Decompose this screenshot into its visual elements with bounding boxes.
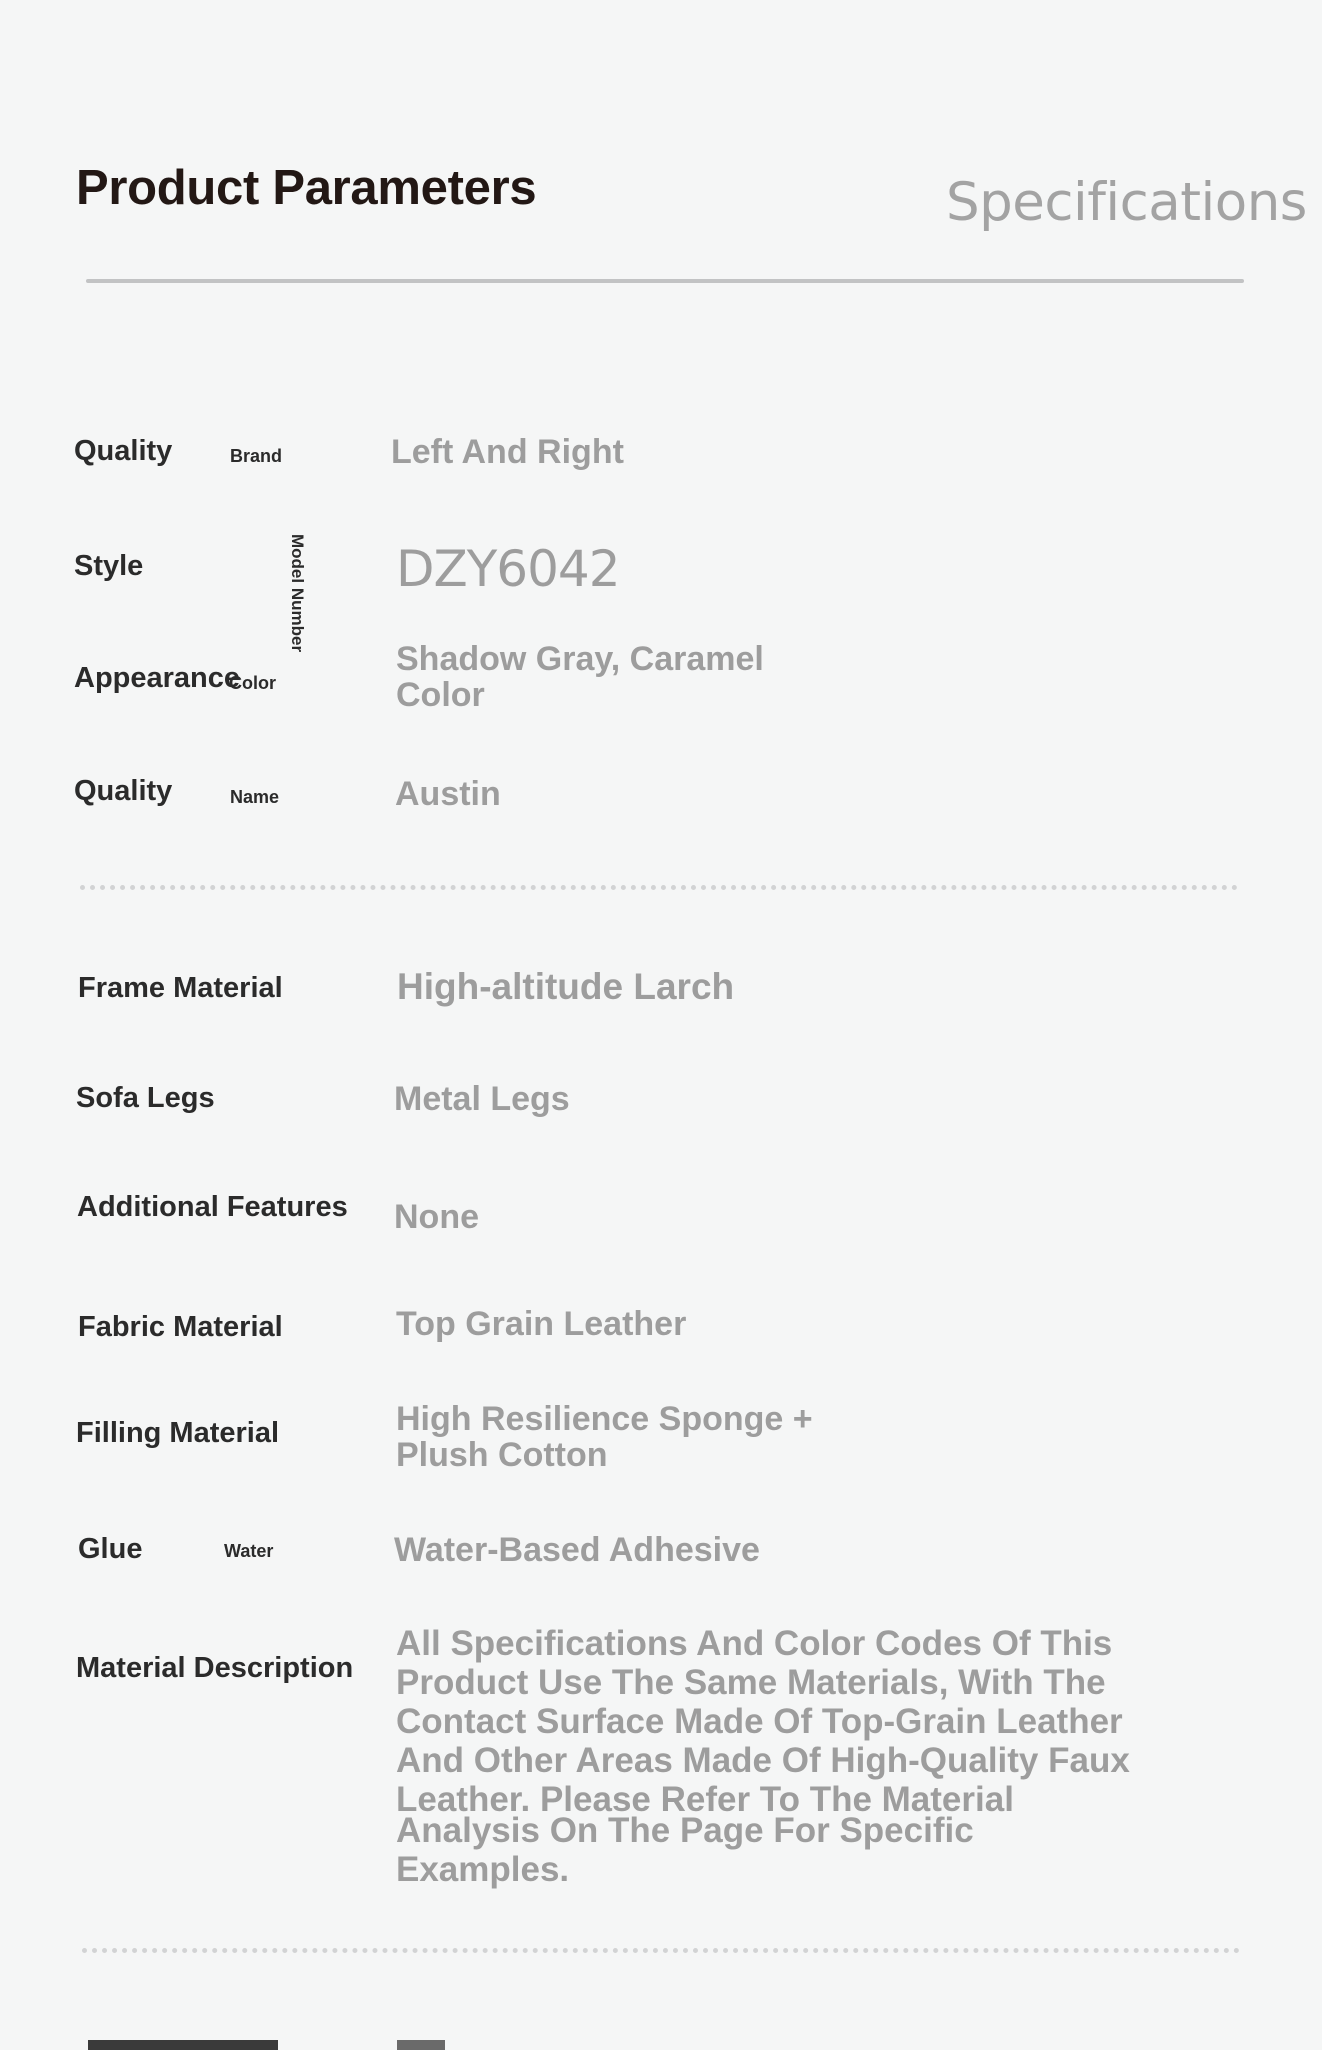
section-divider-2 [82, 1948, 1240, 1953]
param-value-name: Austin [395, 775, 501, 813]
description-line: Product Use The Same Materials, With The [396, 1663, 1106, 1702]
param-label-appearance: Appearance [74, 662, 241, 694]
param-sublabel-brand: Brand [230, 446, 283, 466]
param-sublabel-name: Name [230, 787, 280, 807]
description-line: And Other Areas Made Of High-Quality Faux [396, 1741, 1130, 1780]
param-value-additional-features: None [394, 1198, 479, 1236]
param-value-sofa-legs: Metal Legs [394, 1080, 570, 1118]
param-sublabel-color: Color [229, 673, 276, 693]
param-sublabel-water: Water [224, 1541, 274, 1561]
description-line: Examples. [396, 1850, 570, 1889]
param-label-style: Style [74, 550, 144, 582]
param-value-material-description [396, 1624, 1196, 1889]
param-value-frame-material: High-altitude Larch [397, 966, 735, 1007]
param-value-brand: Left And Right [391, 433, 624, 471]
description-line: Leather. Please Refer To The Material [396, 1780, 1014, 1819]
param-label-fabric-material: Fabric Material [78, 1311, 283, 1343]
description-line: Analysis On The Page For Specific [396, 1811, 974, 1850]
param-label-additional-features: Additional Features [77, 1191, 348, 1223]
description-line: All Specifications And Color Codes Of This [396, 1624, 1113, 1663]
description-line: Contact Surface Made Of Top-Grain Leather [396, 1702, 1123, 1741]
param-label-glue: Glue [78, 1533, 143, 1565]
param-label-filling-material: Filling Material [76, 1417, 280, 1449]
param-value-model-number: DZY6042 [396, 540, 620, 598]
param-label-sofa-legs: Sofa Legs [76, 1082, 215, 1114]
param-value-color: Shadow Gray, Caramel Color [396, 640, 764, 714]
next-section-heading-fragment [88, 2040, 278, 2050]
page-subtitle: Specifications [946, 172, 1307, 233]
param-value-glue: Water-Based Adhesive [394, 1531, 760, 1569]
param-sublabel-model-number: Model Number [288, 534, 307, 653]
next-section-value-fragment [397, 2040, 445, 2050]
page-title: Product Parameters [76, 161, 537, 215]
param-label-frame-material: Frame Material [78, 972, 283, 1004]
param-value-fabric-material: Top Grain Leather [396, 1305, 687, 1343]
param-label-material-description: Material Description [76, 1652, 354, 1684]
param-value-filling-material: High Resilience Sponge + Plush Cotton [396, 1400, 813, 1474]
param-label-quality-brand: Quality [74, 435, 173, 467]
section-divider-1 [80, 885, 1238, 890]
header-divider [86, 279, 1244, 283]
param-label-quality-name: Quality [74, 775, 173, 807]
